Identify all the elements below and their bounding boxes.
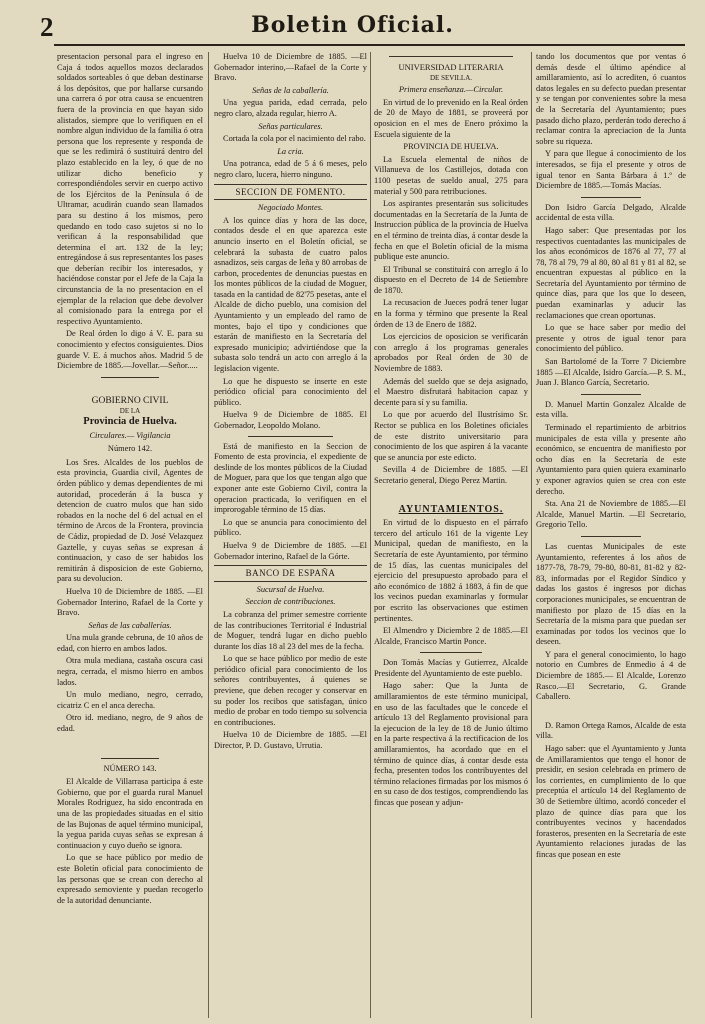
paragraph: Lo que por acuerdo del Ilustrísimo Sr. Rector se publica en los Boletines oficiales de este distrito universitario para conocimiento de los que aspiren á la vacante que se anuncia por este edicto. bbox=[374, 410, 528, 462]
section-heading: AYUNTAMIENTOS. bbox=[398, 503, 504, 515]
subsection-heading: Señas particulares. bbox=[258, 121, 323, 131]
paragraph: Sta. Ana 21 de Noviembre de 1885.—El Alcalde, Manuel Martin. —El Secretario, Gregorio Tello. bbox=[536, 499, 686, 530]
column-divider bbox=[208, 52, 209, 1018]
column-divider bbox=[370, 52, 371, 1018]
subsection-heading: Primera enseñanza.—Circular. bbox=[398, 85, 504, 95]
paragraph: San Bartolomé de la Torre 7 Diciembre 1885 —El Alcalde, Isidro García.—P. S. M., Juan J. Blanco García, Secretario. bbox=[536, 357, 686, 388]
section-heading: BANCO DE ESPAÑA bbox=[214, 565, 367, 582]
paragraph: presentacion personal para el ingreso en Caja á todos aquellos mozos declarados soldados sorteables ó que deban destinarse á los depósitos, que por hallarse cursando una carrera ó por otra causa se encuentren fuera de la provincia en que hayan sido alistados, siempre que lo verifiquen en el nombre algun individuo de la familia ó otra persona que los represente y responda de que se les redimirá ó sustituirá dentro del plazo establecido en la ley, ó que de no utilizar dicho beneficio y correspondiéndoles servir en cuerpo activo de los Ejércitos de la Península ó de Ultramar, acudirán cuando sean llamados para su destino á los mismos, pero quedando en todo caso sujetos si no lo verifican á la responsabilidad que determina el art. 132 de la ley; entregándose á sus representantes los pases que deberían recibir los interesados, y haciéndose constar por el Jefe de la Caja la circunstancia de la no presentacion en el ejemplar de la relacion que debe devolver al comisionado para la entrega por el respectivo Ayuntamiento. bbox=[57, 52, 203, 326]
page-number: 2 bbox=[40, 12, 54, 42]
paragraph: Hago saber: Que la Junta de amillaramientos de este término municipal, en uso de las facultades que le concede el artículo 13 del Reglamento provisional para la ejecucion de la ley de 18 de Junio último en la parte respectiva á la rectificacion de los amillaramientos, ha acordado que en el término de quince días, á contar desde esta fecha, presenten todos los contribuyentes del término relaciones firmadas por los mismos ó en su caso de dos testigos, comprendiendo las fincas que posean y adjun- bbox=[374, 681, 528, 807]
paragraph: Los Sres. Alcaldes de los pueblos de esta provincia, Guardia civil, Agentes de órden público y demas dependientes de mi autoridad, procederán á la busca y detencion de cuatro mulos que han sido robados en la noche del 6 del actual en el término de Arcos de la Frontera, provincia de Cádiz, propiedad de D. José Velazquez Gaztelle, y cuyas señas se expresan á continuacion, y caso de ser habidos los remitirán á disposicion de este Gobierno, para su devolucion. bbox=[57, 457, 203, 584]
paragraph: Lo que se hace público por medio de este Boletín oficial para conocimiento de las personas que se crean con derecho al expresado semoviente y puedan recogerlo de la autoridad denunciante. bbox=[57, 853, 203, 905]
section-rule bbox=[420, 652, 482, 653]
column-3 bbox=[374, 52, 528, 1018]
subsection-heading: La cria. bbox=[277, 146, 304, 156]
paragraph: Las cuentas Municipales de este Ayuntamiento, referentes á los años de 1877-78, 78-79, 79-80, 80-81, 81-82 y 82-83, informadas por el Regidor Síndico y dadas los gastos é ingresos por dichas corporaciones municipales, se encuentran de manifiesto por plazo de 15 días en la Secretaría de la misma para que puedan ser examinadas por todos los vecinos que lo deseen. bbox=[536, 541, 686, 647]
paragraph: Y para el general conocimiento, lo hago notorio en Cumbres de Enmedio á 4 de Diciembre de 1885.— El Alcalde, Lorenzo Rasco.—El Secretario, G. Grande Caballero. bbox=[536, 649, 686, 702]
header-rule bbox=[54, 44, 685, 46]
paragraph: Lo que se anuncia para conocimiento del público. bbox=[214, 517, 367, 538]
section-heading-sub: DE SEVILLA. bbox=[430, 73, 472, 82]
paragraph: Don Tomás Macías y Gutierrez, Alcalde Presidente del Ayuntamiento de este pueblo. bbox=[374, 658, 528, 678]
province-heading: PROVINCIA DE HUELVA. bbox=[403, 142, 499, 152]
subsection-heading: Negociado Montes. bbox=[257, 203, 324, 213]
section-heading: GOBIERNO CIVIL bbox=[91, 395, 169, 406]
column-1 bbox=[57, 52, 203, 1018]
column-divider bbox=[531, 52, 532, 1018]
section-rule bbox=[248, 436, 332, 437]
paragraph: Otra mula mediana, castaña oscura casi negra, cerrada, el mismo hierro en ambos lados. bbox=[57, 656, 203, 687]
paragraph: Una potranca, edad de 5 á 6 meses, pelo negro claro, lucera, hierro ninguno. bbox=[214, 159, 367, 179]
paragraph: D. Manuel Martin Gonzalez Alcalde de esta villa. bbox=[536, 399, 686, 420]
paragraph: Lo que se hace público por medio de este periódico oficial para conocimiento de los señores contribuyentes, á quienes se previene, que deben recoger y conservar en su poder los recibos que satisfagan, único medio de probar en todo tiempo su solvencia en contribuciones. bbox=[214, 654, 367, 727]
section-rule bbox=[581, 536, 641, 537]
paragraph: El Almendro y Diciembre 2 de 1885.—El Alcalde, Francisco Martin Ponce. bbox=[374, 626, 528, 646]
section-heading: SECCION DE FOMENTO. bbox=[214, 184, 367, 201]
paragraph: Los ejercicios de oposicion se verificarán con arreglo á los programas generales aprobados por Real órden de 30 de Noviembre de 1883. bbox=[374, 332, 528, 374]
paragraph: Sevilla 4 de Diciembre de 1885. —El Secretario general, Diego Perez Martin. bbox=[374, 465, 528, 485]
section-rule bbox=[389, 56, 512, 57]
newspaper-title: Boletin Oficial. bbox=[251, 12, 454, 38]
paragraph: La cobranza del primer semestre corriente de las contribuciones Territorial é Industrial de Moguer, tendrá lugar en dicho pueblo durante los días 18 al 23 del mes de la fecha. bbox=[214, 609, 367, 651]
notice-number: NÚMERO 143. bbox=[103, 763, 157, 773]
paragraph: Terminado el repartimiento de arbitrios municipales de esta villa y presente año económico, se encuentra de manifiesto por ocho días en la Secretaría de este Ayuntamiento para quien quiera examinarlo y exponer agravios quien se crea con este derecho. bbox=[536, 423, 686, 496]
paragraph: De Real órden lo digo á V. E. para su conocimiento y efectos consiguientes. Dios guarde V. E. á muchos años. Madrid 5 de Diciembre de 1885.—Jovellar.—Señor..... bbox=[57, 329, 203, 371]
paragraph: Además del sueldo que se deja asignado, el Maestro disfrutará habitacion capaz y decente para sí y su familia. bbox=[374, 376, 528, 407]
paragraph: La recusacion de Jueces podrá tener lugar en la forma y término que presente la Real órden de 13 de Enero de 1882. bbox=[374, 298, 528, 329]
paragraph: Un mulo mediano, negro, cerrado, cicatriz C en el anca derecha. bbox=[57, 690, 203, 710]
section-rule bbox=[101, 758, 159, 759]
paragraph: Huelva 10 de Diciembre de 1885. —El Gobernador interino,—Rafael de la Corte y Bravo. bbox=[214, 52, 367, 83]
paragraph: tando los documentos que por ventas ó demás desde el último apéndice al amillaramiento, así lo acrediten, ó cuantos datos legales en su defecto puedan presentar y se tengan por convenientes sobre la mesa de la Secretaría del Ayuntamiento; pues pasado dicho plazo, perderán todo derecho á reclamar contra la apreciacion de la Junta sobre su riqueza. bbox=[536, 52, 686, 146]
paragraph: Otro id. mediano, negro, de 9 años de edad. bbox=[57, 713, 203, 734]
paragraph: Huelva 9 de Diciembre de 1885. —El Gobernador interino, Rafael de la Górte. bbox=[214, 540, 367, 561]
subsection-heading: Circulares.— Vigilancia bbox=[89, 430, 171, 440]
paragraph: Y para que llegue á conocimiento de los interesados, se fija el presente y otros de igual tenor en Santa Bárbara á 1.º de Diciembre de 1885.—Tomás Macías. bbox=[536, 149, 686, 191]
paragraph: Hago saber: Que presentadas por los respectivos cuentadantes las municipales de los años económicos de 1876 al 77, 77 al 78, 78 al 79, 79 al 80, 80 al 81 y 81 al 82, se encuentran expuestas al público en la Secretaría del Ayuntamiento por término de quince días, para que los que lo deseen, puedan examinarlas y aducir las reclamaciones que crean oportunas. bbox=[536, 225, 686, 320]
subsection-heading: Seccion de contribuciones. bbox=[245, 597, 336, 607]
section-heading-sub: DE LA bbox=[119, 407, 141, 416]
paragraph: Está de manifiesto en la Seccion de Fomento de esta provincia, el expediente de deslinde de los montes públicos de la Ciudad de Moguer, para que los que tengan algo que exponer ante este Gobierno Civil, contra la operacion practicada, lo verifiquen en el improrogable término de 15 días. bbox=[214, 441, 367, 515]
paragraph: Don Isidro García Delgado, Alcalde accidental de esta villa. bbox=[536, 202, 686, 223]
column-2 bbox=[214, 52, 367, 1018]
paragraph: Lo que se hace saber por medio del presente y otros de igual tenor para conocimiento del público. bbox=[536, 323, 686, 354]
paragraph: En virtud de lo dispuesto en el párrafo tercero del artículo 161 de la vigente Ley Municipal, quedan de manifiesto, en la Secretaría de este Ayuntamiento, por término de 15 días, las cuentas municipales del ejercicio del presupuesto aprobado para el año económico de 1882 á 1883, á fin de que los vecinos puedan examinarlas y formular por escrito las observaciones que estimen pertinentes. bbox=[374, 518, 528, 623]
paragraph: El Alcalde de Villarrasa participa á este Gobierno, que por el guarda rural Manuel Morales Rodriguez, ha sido encontrada en una de las propiedades situadas en el sitio de las Bujonas de aquel término municipal, la yegua parida cuyas señas se expresan á continuacion y cuyo dueño se ignora. bbox=[57, 777, 203, 850]
paragraph: Huelva 10 de Diciembre de 1885. —El Gobernador Interino, Rafael de la Corte y Bravo. bbox=[57, 586, 203, 618]
paragraph: En virtud de lo prevenido en la Real órden de 20 de Mayo de 1881, se proveerá por oposicion en el mes de Enero próximo la Escuela siguiente de la bbox=[374, 97, 528, 139]
paragraph: El Tribunal se constituirá con arreglo á lo dispuesto en el Decreto de 14 de Setiembre de 1870. bbox=[374, 264, 528, 295]
notice-number: Número 142. bbox=[107, 444, 153, 454]
paragraph: D. Ramon Ortega Ramos, Alcalde de esta villa. bbox=[536, 720, 686, 741]
paragraph: Una yegua parida, edad cerrada, pelo negro claro, alzada regular, hierro A. bbox=[214, 98, 367, 118]
section-rule bbox=[581, 197, 641, 198]
subsection-heading: Señas de la caballería. bbox=[252, 85, 329, 95]
section-heading-province: Provincia de Huelva. bbox=[83, 416, 177, 427]
paragraph: Una mula grande cebruna, de 10 años de edad, con hierro en ambos lados. bbox=[57, 633, 203, 653]
section-rule bbox=[101, 377, 159, 378]
paragraph: Los aspirantes presentarán sus solicitudes documentadas en la Secretaría de la Junta de Instruccion pública de la provincia de Huelva en el término de treinta días, á contar desde la fecha en que el Boletín oficial de la misma publique este anuncio. bbox=[374, 199, 528, 262]
paragraph: Huelva 10 de Diciembre de 1885. —El Director, P. D. Gustavo, Urrutia. bbox=[214, 730, 367, 751]
subsection-heading: Señas de las caballerías. bbox=[88, 620, 172, 630]
section-heading: UNIVERSIDAD LITERARIA bbox=[398, 62, 504, 72]
section-rule bbox=[581, 394, 641, 395]
paragraph: A los quince días y hora de las doce, contados desde el en que aparezca este anuncio inserto en el Boletín oficial, se celebrará la subasta de cuatro palos asnadizos, seis cargas de leña y 80 arrobas de carbon, procedentes de denuncias puestas en los montes públicos de la ciudad de Moguer, tasada en la cantidad de 82'75 pesetas, ante el Alcalde de dicho pueblo, una comision del Ayuntamiento y un empleado del ramo de montes, bajo el tipo y condiciones que estarán de manifiesto en la Secretaría del expresado municipio; advirtiéndose que la subasta solo tendrá un acto con arreglo á la legislacion vigente. bbox=[214, 215, 367, 374]
paragraph: Lo que he dispuesto se inserte en este periódico oficial para conocimiento del público. bbox=[214, 376, 367, 407]
paragraph: Huelva 9 de Diciembre de 1885. El Gobernador, Leopoldo Molano. bbox=[214, 410, 367, 430]
paragraph: Cortada la cola por el nacimiento del rabo. bbox=[223, 134, 366, 144]
subsection-heading: Sucursal de Huelva. bbox=[256, 584, 325, 594]
page-header bbox=[0, 0, 705, 48]
paragraph: La Escuela elemental de niños de Villanueva de los Castillejos, dotada con 1100 pesetas de sueldo anual, 275 para material y 500 para retribuciones. bbox=[374, 154, 528, 196]
column-4 bbox=[536, 52, 686, 1018]
paragraph: Hago saber: que el Ayuntamiento y Junta de Amillaramientos que tengo el honor de presidir, en sesion celebrada en primero de los corrientes, en cumplimiento de lo que preceptúa el artículo 14 del Reglamento de 30 de Setiembre último, acordó conceder el plazo de quince días para que los contribuyentes vecinos y hacendados forasteros, presenten en la Secretaría de este Ayuntamiento relaciones juradas de las fincas que posean en este bbox=[536, 744, 686, 859]
